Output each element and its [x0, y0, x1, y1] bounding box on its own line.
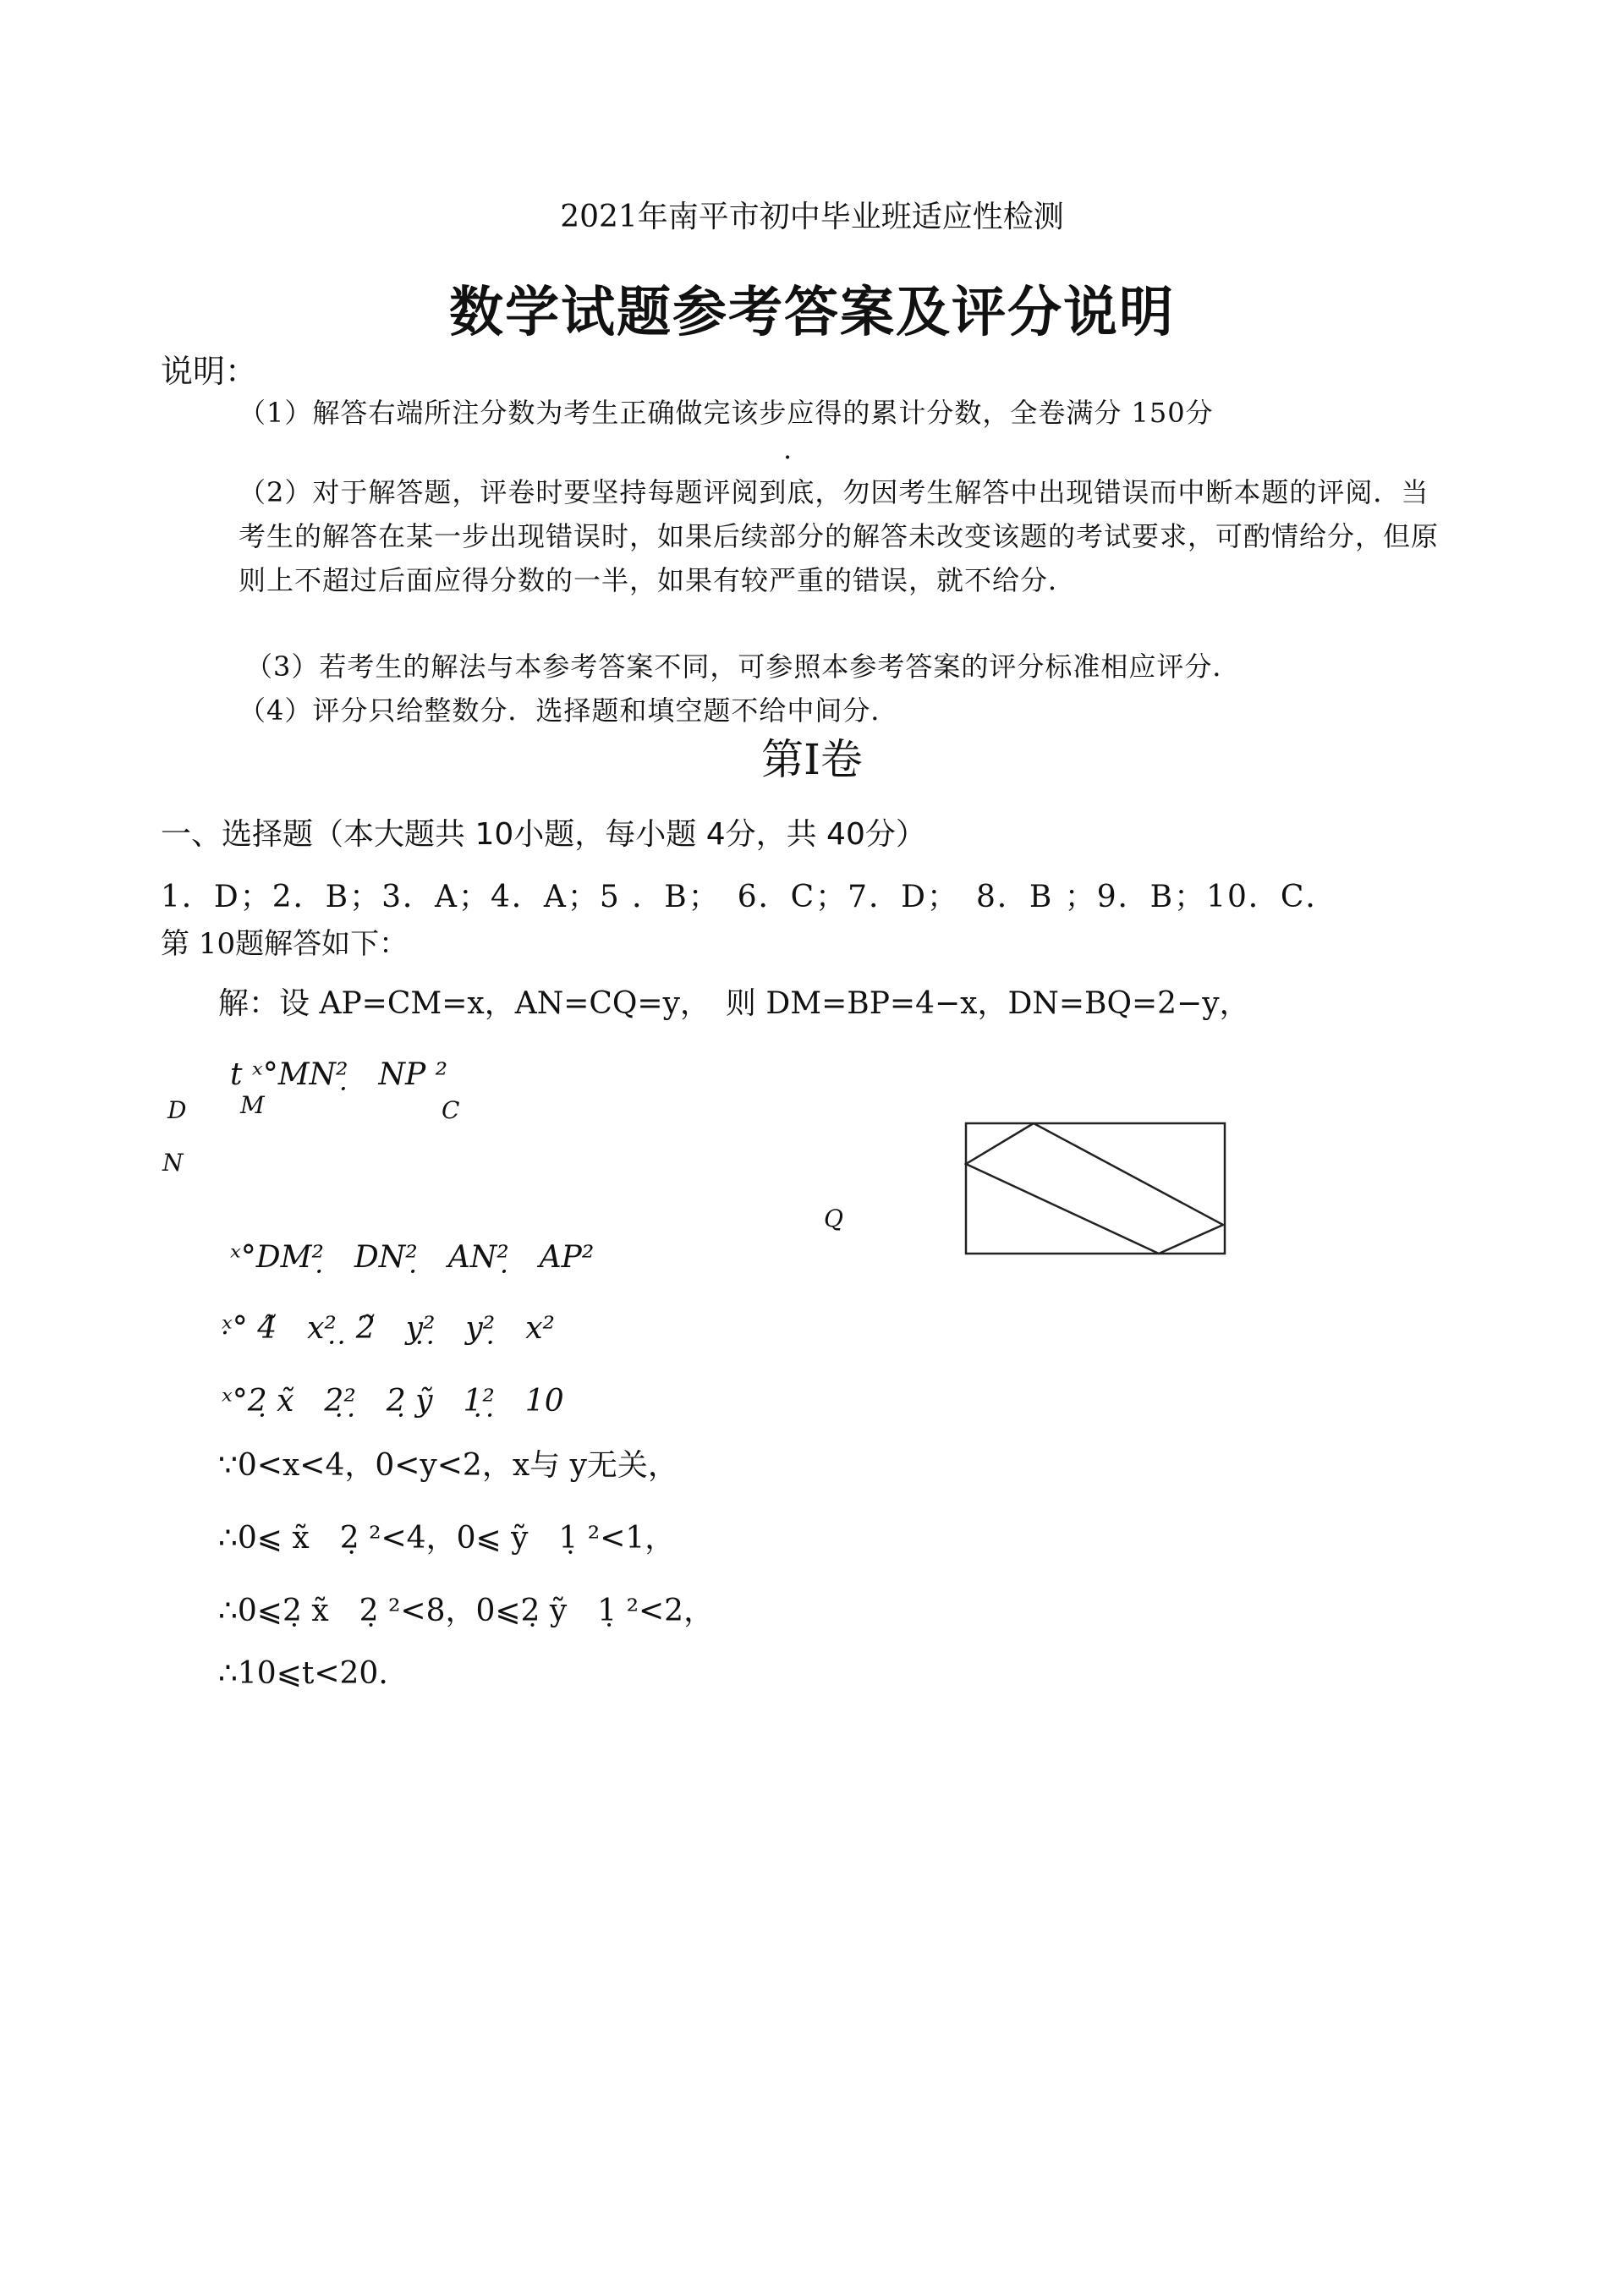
- note-1: （1）解答右端所注分数为考生正确做完该步应得的累计分数，全卷满分 150分: [239, 397, 1214, 429]
- solution-line-6: ∵0<x<4，0<y<2，x与 y无关，: [218, 1448, 678, 1483]
- solution-line-7: ∴0⩽ x̃ 2̣ ²<4，0⩽ ỹ 1̣ ²<1，: [218, 1521, 676, 1556]
- choice-answers: 1．D；2．B；3．A；4．A；5 ．B； 6．C；7．D； 8．B ；9．B；10．C．: [161, 880, 1338, 914]
- note-2: （2）对于解答题，评卷时要坚持每题评阅到底，勿因考生解答中出现错误而中断本题的评阅．当考生的解答在某一步出现错误时，如果后续部分的解答未改变该题的考试要求，可酌情给分，但原则上不超过后面应得分数的一半，如果有较严重的错误，就不给分．: [239, 476, 1440, 596]
- solution-line-1: 解：设 AP=CM=x，AN=CQ=y， 则 DM=BP=4−x，DN=BQ=2−y，: [218, 986, 1250, 1021]
- rectangle-parallelogram-figure: [964, 1122, 1226, 1255]
- point-label-q: Q: [824, 1205, 843, 1232]
- parallelogram-outline: [966, 1123, 1223, 1254]
- solution-line-2: t ˣ°MN²̣ NP ²: [230, 1057, 448, 1092]
- solution-line-5: ˣ°2̣ x̃ 2̣²̣ 2̣ ỹ 1̣²̣ 10: [222, 1384, 564, 1419]
- page-title: 数学试题参考答案及评分说明: [449, 281, 1175, 344]
- note-3: （3）若考生的解法与本参考答案不同，可参照本参考答案的评分标准相应评分．: [245, 650, 1241, 683]
- q10-heading: 第 10题解答如下：: [161, 927, 409, 961]
- solution-line-8: ∴0⩽2̣ x̃ 2̣ ²<8，0⩽2̣ ỹ 1̣ ²<2，: [218, 1594, 715, 1628]
- point-label-m: M: [240, 1091, 265, 1119]
- point-label-c: C: [442, 1096, 460, 1124]
- notes-heading: 说明：: [161, 353, 258, 390]
- note-4: （4）评分只给整数分．选择题和填空题不给中间分．: [239, 694, 899, 727]
- solution-line-9: ∴10⩽t<20.: [218, 1656, 388, 1691]
- volume-heading: 第Ⅰ卷: [761, 735, 863, 784]
- section-heading-choice: 一、选择题（本大题共 10小题，每小题 4分，共 40分）: [161, 817, 926, 852]
- rectangle-outline: [966, 1123, 1225, 1254]
- note-1-tail: .: [783, 433, 793, 465]
- point-label-d: D: [167, 1096, 187, 1124]
- point-label-n: N: [162, 1149, 184, 1177]
- exam-subtitle: 2021年南平市初中毕业班适应性检测: [560, 200, 1064, 234]
- solution-line-4: ˣ̣° 4̃ x²̣ ̣ 2̃ ỵ²̣ y²̣ x²: [222, 1311, 555, 1346]
- solution-line-3: ˣ°DM²̣ DN²̣ AN²̣ AP²: [230, 1240, 595, 1275]
